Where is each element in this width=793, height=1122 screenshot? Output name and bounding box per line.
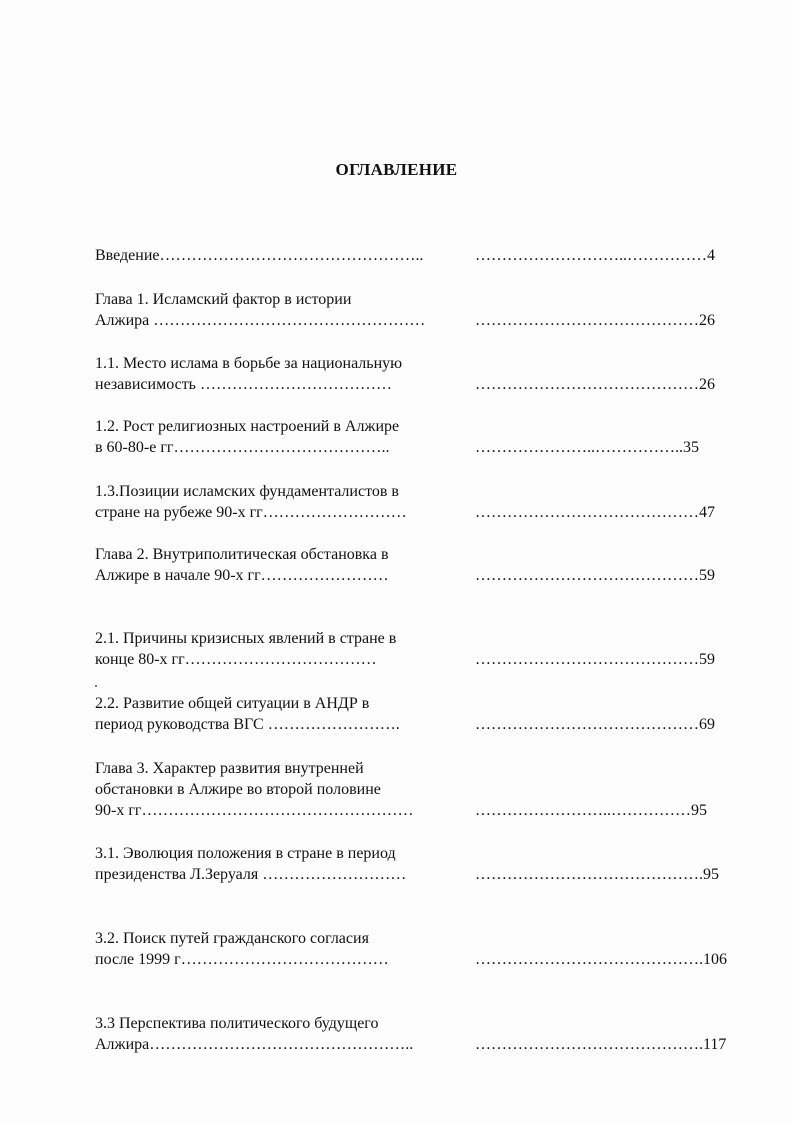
toc-entry-page-leader: …………………………………….106 <box>475 951 727 968</box>
toc-entry-text <box>95 843 463 885</box>
toc-entry-line: 3.1. Эволюция положения в стране в период <box>95 845 396 862</box>
toc-entry-line: 90-х гг…………………………………………… <box>95 802 414 819</box>
toc-entry-page-leader: …………………………………….117 <box>475 1036 727 1053</box>
toc-entry-text <box>95 289 463 331</box>
page-title: ОГЛАВЛЕНИЕ <box>335 160 458 179</box>
toc-entry-line: после 1999 г………………………………… <box>95 951 389 968</box>
toc-entry-line: 3.3 Перспектива политического будущего <box>95 1015 379 1032</box>
toc-entry-line: Алжира………………………………………….. <box>95 1036 414 1053</box>
toc-entry-line: обстановки в Алжире во второй половине <box>95 781 381 798</box>
toc-entry-page-leader: ………………………..……………4 <box>475 247 715 264</box>
toc-entry-line: Алжире в начале 90-х гг…………………… <box>95 567 389 584</box>
toc-entry-line: Алжира …………………………………………… <box>95 312 426 329</box>
toc-entry-text <box>95 416 463 458</box>
toc-entry-page-leader: ……………………………………69 <box>475 716 715 733</box>
toc-entry-text <box>95 693 463 735</box>
toc-entry-line: 1.1. Место ислама в борьбе за национальную <box>95 355 403 372</box>
toc-entry-text <box>95 628 463 670</box>
toc-entry-line: Глава 2. Внутриполитическая обстановка в <box>95 546 389 563</box>
toc-entry-text <box>95 928 463 970</box>
toc-entry-page-leader: ……………………..……………95 <box>475 802 707 819</box>
toc-entry-text <box>95 758 463 821</box>
toc-entry-line: президенства Л.Зеруаля ……………………… <box>95 866 407 883</box>
toc-entry-line: период руководства ВГС ……………………. <box>95 716 400 733</box>
toc-entry-line: Глава 1. Исламский фактор в истории <box>95 291 352 308</box>
toc-entry-page-leader: ……………………………………59 <box>475 651 715 668</box>
toc-entry-text <box>95 1013 463 1055</box>
toc-entry-line: 2.1. Причины кризисных явлений в стране в <box>95 630 397 647</box>
toc-entry-line: независимость ……………………………… <box>95 376 392 393</box>
toc-entry-line: конце 80-х гг……………………………… <box>95 651 377 668</box>
scan-speck <box>95 685 97 687</box>
toc-entry-line: 1.3.Позиции исламских фундаменталистов в <box>95 483 399 500</box>
toc-entry-page-leader: …………………..……………..35 <box>475 439 699 456</box>
toc-entry-page-leader: …………………………………….95 <box>475 866 719 883</box>
toc-entry-page-leader: ……………………………………59 <box>475 567 715 584</box>
toc-entry-page-leader: ……………………………………26 <box>475 376 715 393</box>
toc-entry-line: 2.2. Развитие общей ситуации в АНДР в <box>95 695 370 712</box>
toc-entry-line: 3.2. Поиск путей гражданского согласия <box>95 930 369 947</box>
toc-entry-line: стране на рубеже 90-х гг……………………… <box>95 504 407 521</box>
toc-entry-line: Введение………………………………………….. <box>95 247 424 264</box>
toc-entry-text <box>95 245 463 266</box>
toc-entry-page-leader: ……………………………………47 <box>475 504 715 521</box>
toc-entry-page-leader: ……………………………………26 <box>475 312 715 329</box>
toc-entry-text <box>95 544 463 586</box>
toc-entry-line: Глава 3. Характер развития внутренней <box>95 760 364 777</box>
toc-entry-line: 1.2. Рост религиозных настроений в Алжире <box>95 418 400 435</box>
toc-entry-text <box>95 353 463 395</box>
toc-entry-line: в 60-80-е гг………………………………….. <box>95 439 390 456</box>
toc-entry-text <box>95 481 463 523</box>
